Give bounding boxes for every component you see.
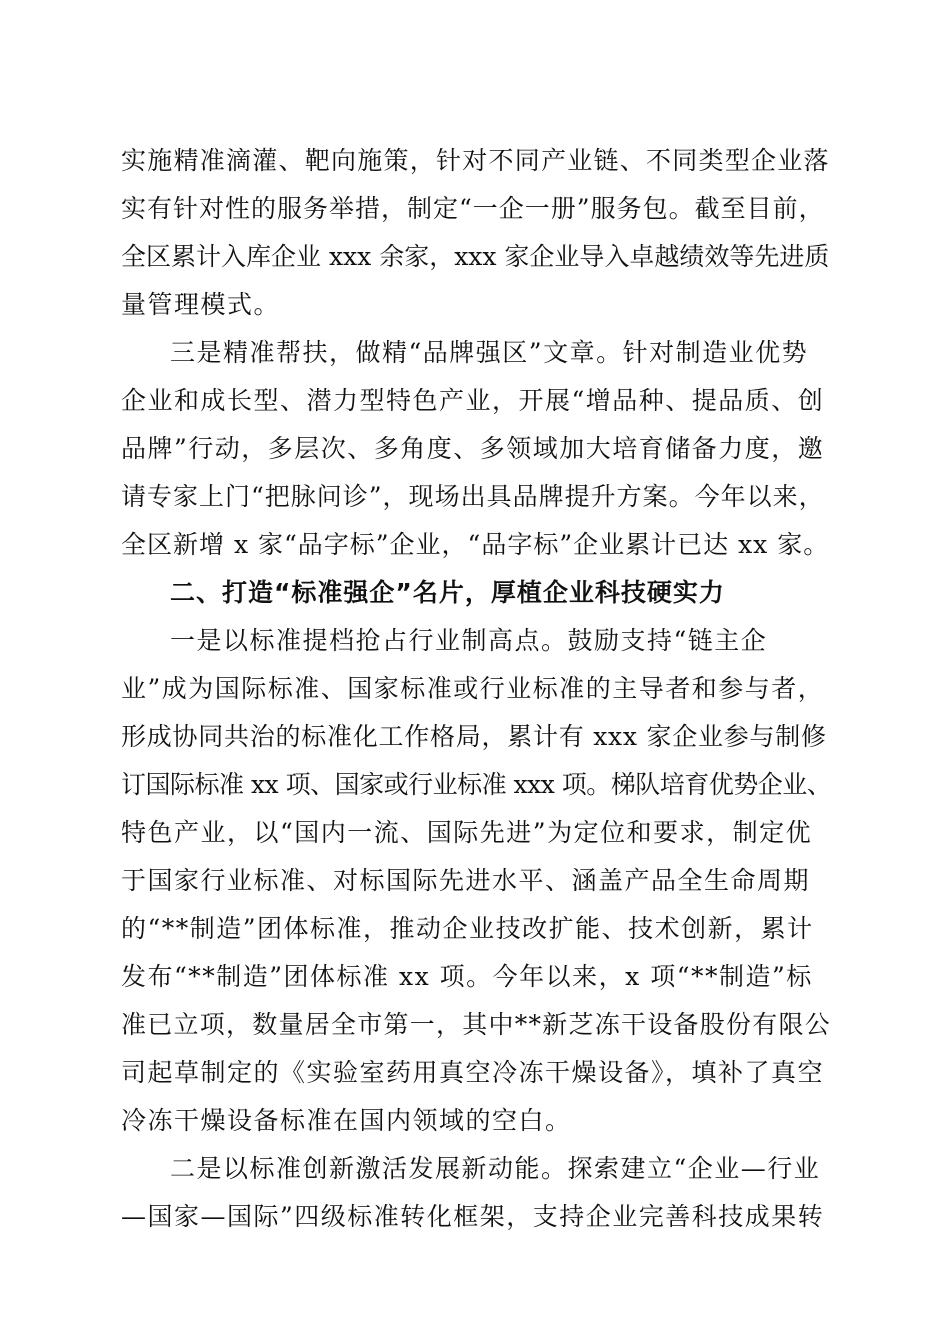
paragraph-first-line: 一是以标准提档抢占行业制高点。鼓励支持“链主企 bbox=[170, 626, 768, 655]
body-text-line: —国家—国际”四级标准转化框架，支持企业完善科技成果转 bbox=[121, 1202, 825, 1231]
section-heading: 二、打造“标准强企”名片，厚植企业科技硬实力 bbox=[170, 578, 725, 607]
body-text-line: 于国家行业标准、对标国际先进水平、涵盖产品全生命周期 bbox=[121, 866, 811, 895]
body-text-line: 实有针对性的服务举措，制定“一企一册”服务包。截至目前， bbox=[121, 194, 825, 223]
body-text-line: 请专家上门“把脉问诊”，现场出具品牌提升方案。今年以来， bbox=[121, 482, 825, 511]
body-text-line: 订国际标准 xx 项、国家或行业标准 xxx 项。梯队培育优势企业、 bbox=[121, 770, 832, 799]
body-text-line: 的“**制造”团体标准，推动企业技改扩能、技术创新，累计 bbox=[121, 914, 814, 943]
body-text-line: 全区新增 x 家“品字标”企业，“品字标”企业累计已达 xx 家。 bbox=[121, 530, 830, 559]
body-text-line: 冷冻干燥设备标准在国内领域的空白。 bbox=[121, 1106, 572, 1135]
body-text-line: 品牌”行动，多层次、多角度、多领域加大培育储备力度，邀 bbox=[121, 434, 825, 463]
body-text-line: 发布“**制造”团体标准 xx 项。今年以来，x 项“**制造”标 bbox=[121, 962, 813, 991]
body-text-line: 形成协同共治的标准化工作格局，累计有 xxx 家企业参与制修 bbox=[121, 722, 827, 751]
body-text-line: 特色产业，以“国内一流、国际先进”为定位和要求，制定优 bbox=[121, 818, 813, 847]
body-text-line: 量管理模式。 bbox=[121, 290, 281, 319]
body-text-line: 实施精准滴灌、靶向施策，针对不同产业链、不同类型企业落 bbox=[121, 146, 830, 175]
paragraph-first-line: 二是以标准创新激活发展新动能。探索建立“企业—行业 bbox=[170, 1154, 821, 1183]
body-text-line: 业”成为国际标准、国家标准或行业标准的主导者和参与者， bbox=[121, 674, 825, 703]
body-text-line: 企业和成长型、潜力型特色产业，开展“增品种、提品质、创 bbox=[121, 386, 825, 415]
paragraph-first-line: 三是精准帮扶，做精“品牌强区”文章。针对制造业优势 bbox=[170, 338, 809, 367]
body-text-line: 司起草制定的《实验室药用真空冷冻干燥设备》，填补了真空 bbox=[121, 1058, 825, 1087]
body-text-line: 准已立项，数量居全市第一，其中**新芝冻干设备股份有限公 bbox=[121, 1010, 832, 1039]
body-text-line: 全区累计入库企业 xxx 余家，xxx 家企业导入卓越绩效等先进质 bbox=[121, 242, 830, 271]
